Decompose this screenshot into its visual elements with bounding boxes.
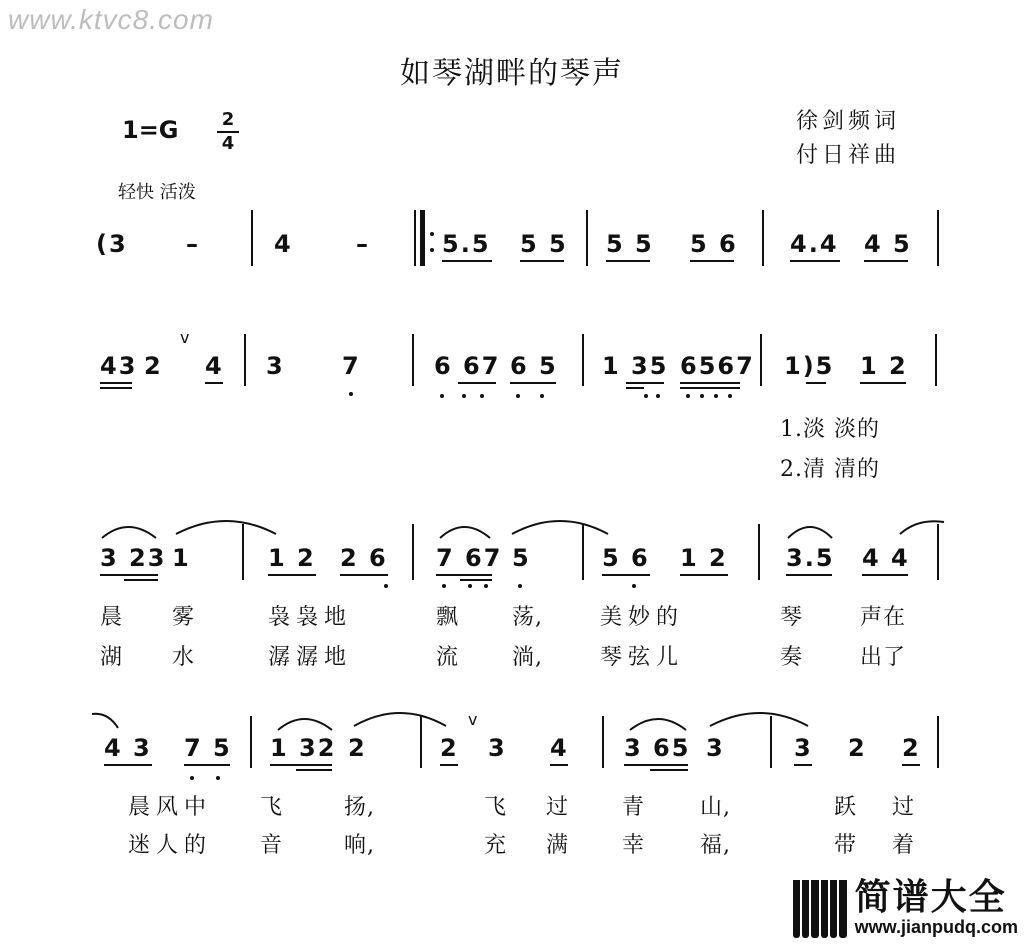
lyric: 迷人的: [128, 833, 213, 858]
note: 6 5: [510, 352, 558, 380]
composer-credit: 付日祥曲: [796, 143, 901, 168]
note: 1 2: [860, 352, 908, 380]
lyric: 过: [892, 795, 916, 820]
note: 2: [348, 734, 367, 762]
note: 3: [266, 352, 285, 380]
slur: [440, 527, 490, 538]
lyric: 晨风中: [128, 795, 213, 820]
note: 2: [902, 734, 921, 762]
lyric: 扬,: [344, 795, 375, 820]
note: 2: [440, 734, 459, 762]
slur: [788, 527, 832, 538]
lyricist-credit: 徐剑频词: [796, 109, 901, 134]
note: –: [186, 230, 200, 258]
slur: [900, 521, 944, 534]
lyric: 荡,: [512, 605, 543, 630]
slur: [278, 719, 332, 730]
note: 3.5: [786, 544, 835, 572]
lyric: 音: [260, 833, 284, 858]
note: 1 2: [680, 544, 728, 572]
note: 5: [512, 544, 531, 572]
note: 7: [342, 352, 361, 380]
note: 1 32: [270, 734, 337, 762]
lyric: 淌,: [512, 645, 543, 670]
piano-icon: [793, 880, 847, 938]
lyric: 雾: [172, 605, 196, 630]
note: 4: [205, 352, 224, 380]
note: 3 23: [100, 544, 167, 572]
lyric: 过: [546, 795, 570, 820]
note: 2: [848, 734, 867, 762]
key-signature: 1=G: [122, 116, 179, 144]
lyric: 琴弦儿: [600, 645, 685, 670]
slur: [92, 714, 118, 728]
brand-name: 简谱大全: [854, 877, 1007, 918]
song-title: 如琴湖畔的琴声: [400, 56, 624, 91]
lyric: 出了: [860, 645, 907, 670]
note: 4: [550, 734, 569, 762]
lyric: 袅袅地: [268, 605, 353, 630]
note: 5 5: [520, 230, 568, 258]
note: 3: [706, 734, 725, 762]
note: 1 35: [602, 352, 669, 380]
lyric: 响,: [344, 833, 375, 858]
lyric: 琴: [780, 605, 804, 630]
note: 1)5: [784, 352, 835, 380]
note: 2 6: [340, 544, 388, 572]
note: –: [356, 230, 370, 258]
lyric: 奏: [780, 645, 804, 670]
note: 43: [100, 352, 138, 380]
lyric: 山,: [700, 795, 731, 820]
lyric: 水: [172, 645, 196, 670]
lyric: 湖: [100, 645, 124, 670]
note: 5 5: [606, 230, 654, 258]
note: 4.4: [790, 230, 839, 258]
brand-logo: [793, 879, 1018, 938]
lyric: 晨: [100, 605, 124, 630]
lyric: 声在: [860, 605, 907, 630]
note: 7 5: [184, 734, 232, 762]
slur: [512, 521, 608, 534]
lyric: 充: [484, 833, 508, 858]
note: 4 3: [104, 734, 152, 762]
note: 7 67: [436, 544, 503, 572]
lyric: 满: [546, 833, 570, 858]
slur: [354, 713, 446, 726]
note: 3 65: [624, 734, 691, 762]
note: 5 6: [602, 544, 650, 572]
note: 1 2: [268, 544, 316, 572]
breath-mark: v: [180, 328, 190, 347]
time-sig-denominator: 4: [221, 133, 235, 154]
note: 5 6: [690, 230, 738, 258]
lyric: 飞: [484, 795, 508, 820]
lyric: 潺潺地: [268, 645, 353, 670]
note: 4 4: [862, 544, 910, 572]
note: 1: [172, 544, 191, 572]
note: 6 67: [434, 352, 501, 380]
lyric: 跃: [834, 795, 858, 820]
note: (3: [96, 230, 128, 258]
lyric: 带: [834, 833, 858, 858]
lyric: 飞: [260, 795, 284, 820]
slur: [176, 521, 276, 534]
note: 3: [794, 734, 813, 762]
breath-mark: v: [468, 710, 478, 729]
note: 3: [488, 734, 507, 762]
slur: [102, 527, 156, 538]
note: 4: [274, 230, 293, 258]
watermark-top: www.ktvc8.com: [8, 4, 214, 35]
note: 5.5: [442, 230, 491, 258]
slur: [630, 719, 686, 730]
lyric: 飘: [436, 605, 460, 630]
note: 2: [144, 352, 163, 380]
brand-url: www.jianpudq.com: [854, 917, 1018, 937]
verse-2-label: 2.清 清的: [780, 457, 880, 482]
lyric: 青: [622, 795, 646, 820]
lyric: 着: [892, 833, 916, 858]
verse-1-label: 1.淡 淡的: [780, 417, 880, 442]
note: 6567: [680, 352, 755, 380]
note: 4 5: [864, 230, 912, 258]
slur: [710, 713, 808, 726]
lyric: 美妙的: [600, 605, 685, 630]
lyric: 福,: [700, 833, 731, 858]
time-sig-numerator: 2: [221, 109, 235, 130]
lyric: 幸: [622, 833, 646, 858]
lyric: 流: [436, 645, 460, 670]
tempo-marking: 轻快 活泼: [118, 182, 196, 203]
